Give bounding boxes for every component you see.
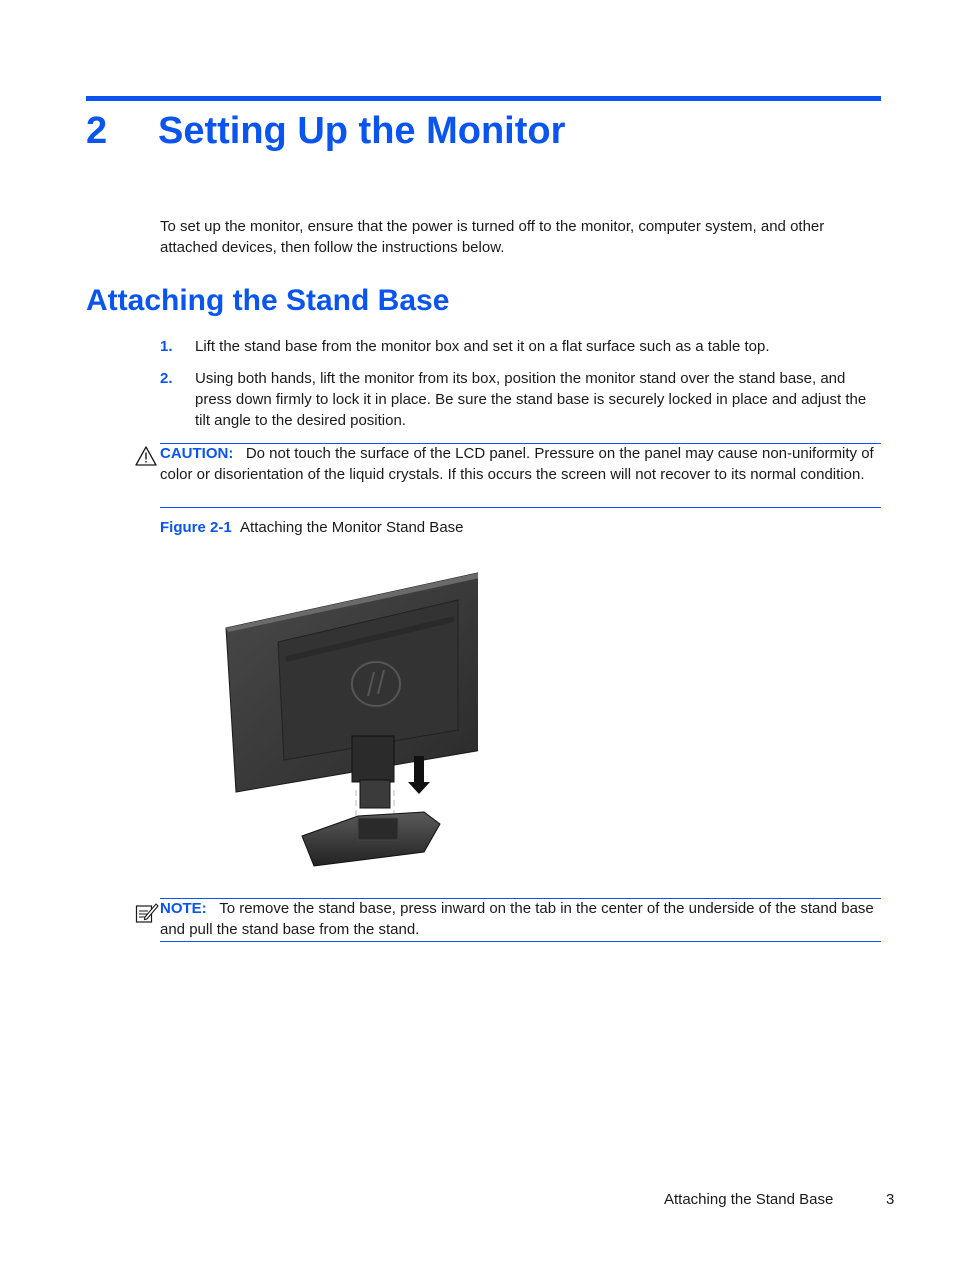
step-item bbox=[160, 336, 881, 357]
warning-triangle-icon bbox=[135, 446, 157, 466]
note-bottom-rule bbox=[160, 941, 881, 942]
intro-paragraph: To set up the monitor, ensure that the power is turned off to the monitor, computer system, and other attached devices, then follow the instructions below. bbox=[160, 218, 825, 256]
chapter-title: Setting Up the Monitor bbox=[158, 110, 566, 152]
figure-label: Figure 2-1 bbox=[160, 519, 232, 536]
footer-page-number: 3 bbox=[886, 1191, 895, 1208]
figure-caption-text: Attaching the Monitor Stand Base bbox=[240, 519, 464, 536]
note-paragraph bbox=[160, 898, 876, 940]
chapter-heading bbox=[86, 104, 565, 158]
note-text: To remove the stand base, press inward on the tab in the center of the underside of the stand base and pull the stand base from the stand. bbox=[160, 900, 874, 938]
step-text: Using both hands, lift the monitor from its box, position the monitor stand over the stand base, and press down firmly to lock it in place. Be sure the stand base is securely locked in place and adjust the tilt angle to the desired position. bbox=[195, 370, 867, 429]
figure-caption bbox=[160, 517, 464, 538]
caution-bottom-rule bbox=[160, 507, 881, 508]
note-pencil-icon bbox=[135, 902, 159, 924]
chapter-top-rule bbox=[86, 96, 881, 101]
footer-section-title: Attaching the Stand Base bbox=[664, 1191, 834, 1208]
step-item bbox=[160, 368, 881, 431]
monitor-stand-illustration bbox=[218, 560, 478, 884]
chapter-number: 2 bbox=[86, 110, 108, 152]
caution-label: CAUTION: bbox=[160, 445, 234, 462]
section-title: Attaching the Stand Base bbox=[86, 284, 450, 317]
step-text: Lift the stand base from the monitor box and set it on a flat surface such as a table top. bbox=[195, 338, 770, 355]
caution-text: Do not touch the surface of the LCD panel. Pressure on the panel may cause non-uniformity of color or disorientation of the liquid crystals. If this occurs the screen will not recover to its normal condition. bbox=[160, 445, 874, 483]
step-number: 2. bbox=[160, 370, 173, 387]
note-label: NOTE: bbox=[160, 900, 207, 917]
caution-paragraph bbox=[160, 443, 875, 485]
step-number: 1. bbox=[160, 338, 173, 355]
